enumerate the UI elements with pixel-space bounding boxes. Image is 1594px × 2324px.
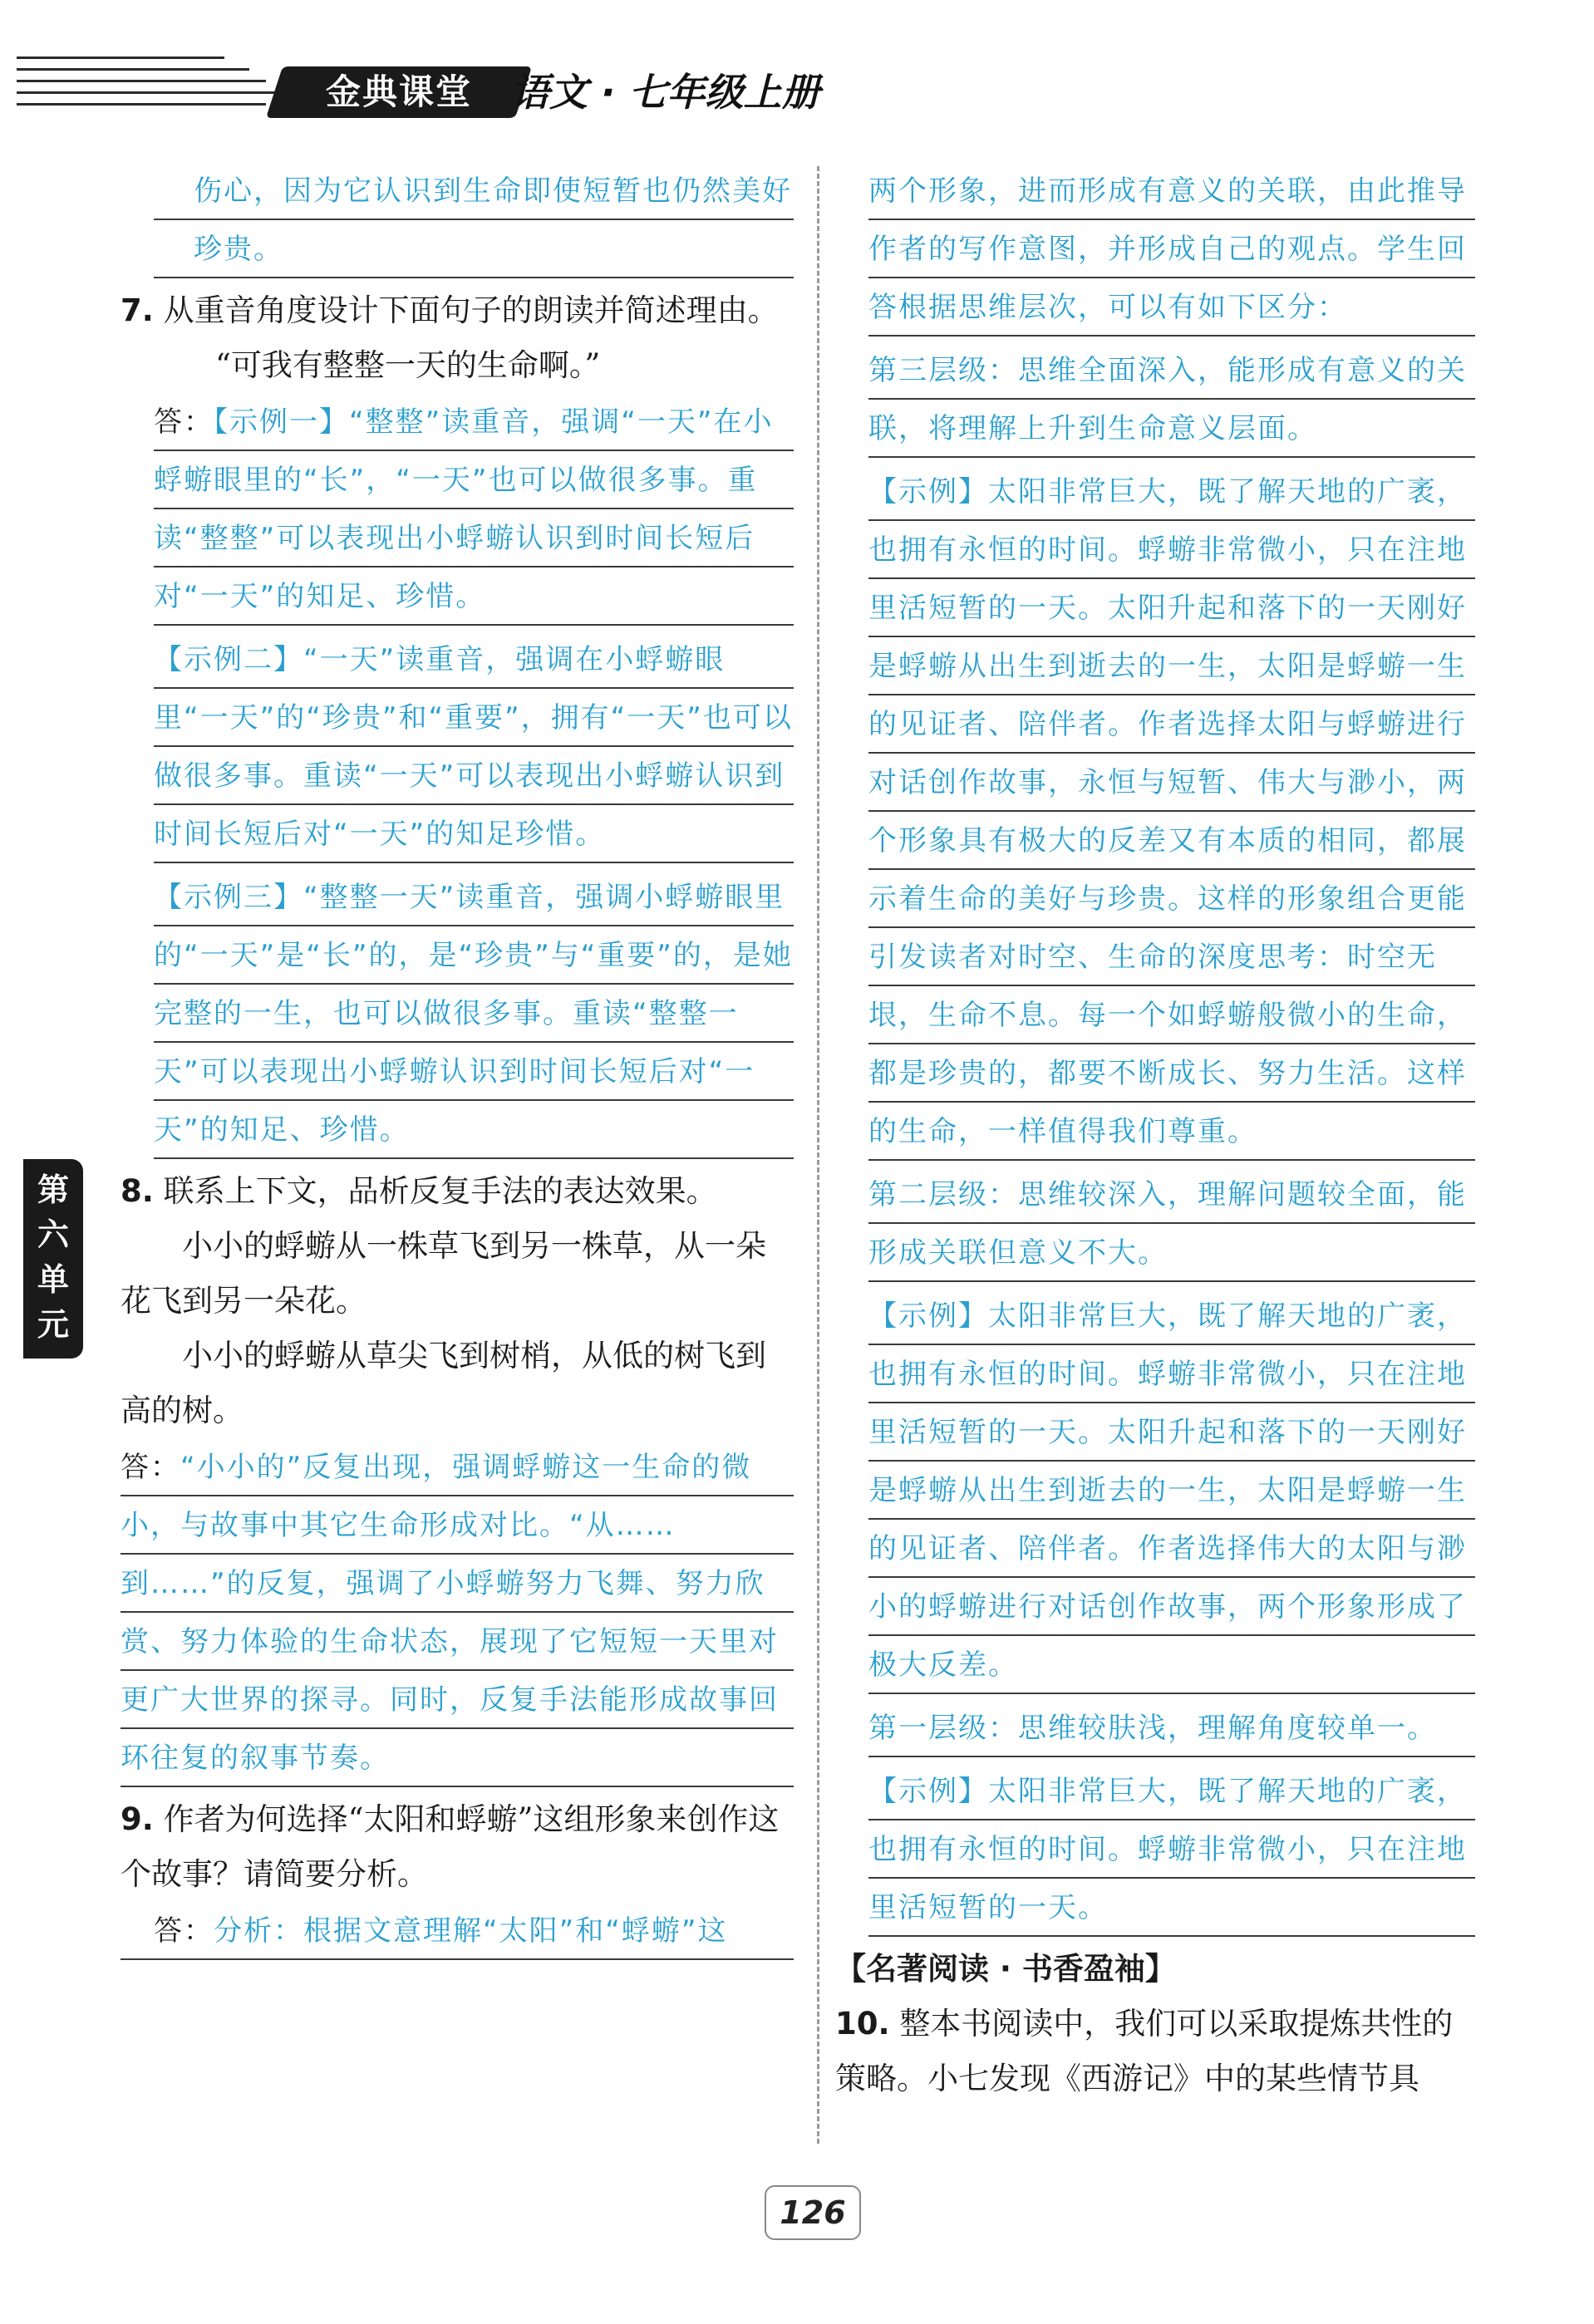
brand-badge <box>266 66 532 118</box>
question-7 <box>121 283 794 1159</box>
right-column <box>835 162 1475 2106</box>
question-9 <box>121 1792 794 1960</box>
q8-answer: 答：“小小的”反复出现，强调蜉蝣这一生命的微小，与故事中其它生命形成对比。“从……到……”的反复，强调了小蜉蝣努力飞舞、努力欣赏、努力体验的生命状态，展现了它短短一天里对更广大世界的探寻。同时，反复手法能形成故事回环往复的叙事节奏。 <box>121 1438 794 1787</box>
q8-paragraph-1: 小小的蜉蝣从一株草飞到另一株草，从一朵花飞到另一朵花。 <box>121 1228 766 1319</box>
q8-paragraph-2: 小小的蜉蝣从草尖飞到树梢，从低的树飞到高的树。 <box>121 1338 766 1428</box>
level-3-example: 【示例】太阳非常巨大，既了解天地的广袤，也拥有永恒的时间。蜉蝣非常微小，只在注地里活短暂的一天。太阳升起和落下的一天刚好是蜉蝣从出生到逝去的一生，太阳是蜉蝣一生的见证者、陪伴者。作者选择太阳与蜉蝣进行对话创作故事，永恒与短暂、伟大与渺小，两个形象具有极大的反差又有本质的相同，都展示着生命的美好与珍贵。这样的形象组合更能引发读者对时空、生命的深度思考：时空无垠，生命不息。每一个如蜉蝣般微小的生命，都是珍贵的，都要不断成长、努力生活。这样的生命，一样值得我们尊重。 <box>868 463 1475 1161</box>
q9-answer: 答：分析：根据文意理解“太阳”和“蜉蝣”这 <box>121 1902 794 1960</box>
q9-answer-intro: 两个形象，进而形成有意义的关联，由此推导作者的写作意图，并形成自己的观点。学生回答根据思维层次，可以有如下区分： <box>868 162 1475 337</box>
page-number: 126 <box>765 2185 861 2240</box>
q9-number: 9. <box>121 1801 154 1837</box>
question-10 <box>835 1997 1475 2106</box>
q7-text: 从重音角度设计下面句子的朗读并简述理由。 <box>163 292 779 328</box>
q7-answer-3: 【示例三】“整整一天”读重音，强调小蜉蝣眼里的“一天”是“长”的，是“珍贵”与“重要”的，是她完整的一生，也可以做很多事。重读“整整一天”可以表现出小蜉蝣认识到时间长短后对“一天”的知足、珍惜。 <box>154 868 794 1159</box>
q7-answer-label: 答： <box>154 405 214 439</box>
book-title: 语文 · 七年级上册 <box>511 70 820 115</box>
level-3-description: 第三层级：思维全面深入，能形成有意义的关联，将理解上升到生命意义层面。 <box>868 341 1475 458</box>
level-1-description: 第一层级：思维较肤浅，理解角度较单一。 <box>868 1699 1475 1757</box>
q8-text: 联系上下文，品析反复手法的表达效果。 <box>163 1173 717 1209</box>
level-2-description: 第二层级：思维较深入，理解问题较全面，能形成关联但意义不大。 <box>868 1166 1475 1282</box>
q8-answer-label: 答： <box>121 1451 180 1484</box>
q6-answer-continued: 伤心，因为它认识到生命即使短暂也仍然美好珍贵。 <box>154 162 794 278</box>
q7-quote: “可我有整整一天的生命啊。” <box>215 347 601 383</box>
unit-side-tab-label: 第六单元 <box>37 1172 69 1343</box>
header-decorative-lines <box>17 57 291 115</box>
q7-answer-2: 【示例二】“一天”读重音，强调在小蜉蝣眼里“一天”的“珍贵”和“重要”，拥有“一天”也可以做很多事。重读“一天”可以表现出小蜉蝣认识到时间长短后对“一天”的知足珍惜。 <box>154 631 794 863</box>
q9-text: 作者为何选择“太阳和蜉蝣”这组形象来创作这个故事？请简要分析。 <box>121 1801 780 1892</box>
q10-text: 整本书阅读中，我们可以采取提炼共性的策略。小七发现《西游记》中的某些情节具 <box>835 2006 1454 2096</box>
column-divider <box>817 166 819 2144</box>
brand-label: 金典课堂 <box>325 71 472 112</box>
question-8 <box>121 1164 794 1787</box>
q8-number: 8. <box>121 1173 154 1209</box>
section-heading-reading: 【名著阅读 · 书香盈袖】 <box>835 1951 1176 1987</box>
q10-number: 10. <box>835 2006 890 2041</box>
q7-number: 7. <box>121 292 154 328</box>
unit-side-tab <box>23 1159 83 1359</box>
level-1-example: 【示例】太阳非常巨大，既了解天地的广袤，也拥有永恒的时间。蜉蝣非常微小，只在注地里活短暂的一天。 <box>868 1762 1475 1937</box>
q7-answer-1: 答：【示例一】“整整”读重音，强调“一天”在小蜉蝣眼里的“长”，“一天”也可以做很多事。重读“整整”可以表现出小蜉蝣认识到时间长短后对“一天”的知足、珍惜。 <box>154 393 794 626</box>
left-column <box>121 162 794 1960</box>
q9-answer-label: 答： <box>154 1914 214 1948</box>
level-2-example: 【示例】太阳非常巨大，既了解天地的广袤，也拥有永恒的时间。蜉蝣非常微小，只在注地里活短暂的一天。太阳升起和落下的一天刚好是蜉蝣从出生到逝去的一生，太阳是蜉蝣一生的见证者、陪伴者。作者选择伟大的太阳与渺小的蜉蝣进行对话创作故事，两个形象形成了极大反差。 <box>868 1287 1475 1694</box>
